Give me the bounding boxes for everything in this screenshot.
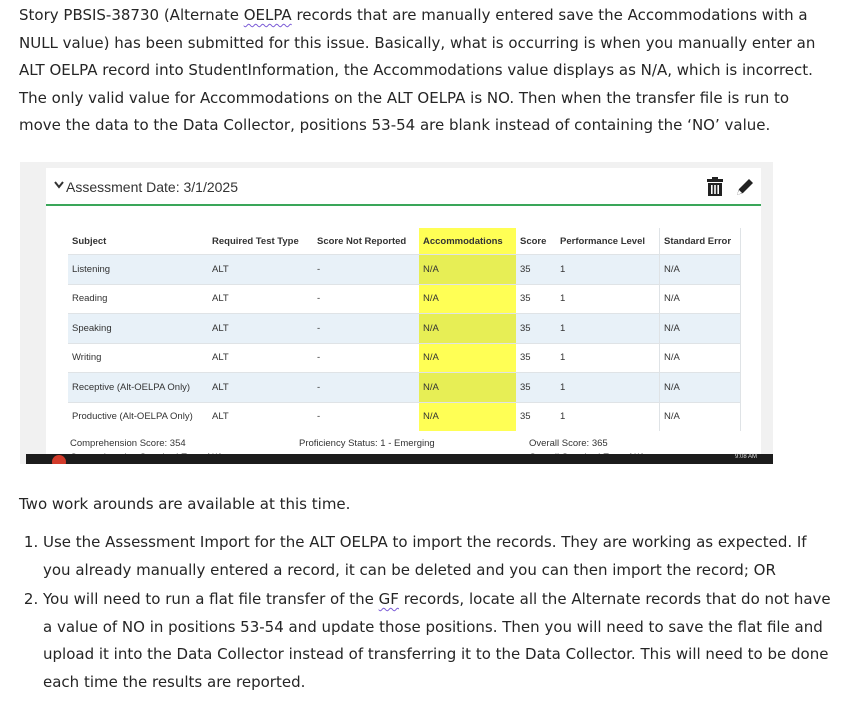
cell-accommodations: N/A [419, 314, 516, 344]
col-score-not-reported: Score Not Reported [317, 235, 407, 247]
cell-performance-level: 1 [556, 343, 660, 373]
comprehension-score: Comprehension Score: 354 [70, 438, 186, 449]
cell-accommodations: N/A [419, 343, 516, 373]
intro-line-4: The only valid value for Accommodations on the ALT OELPA is NO. Then when the transfer file is run to [19, 88, 790, 107]
pencil-icon[interactable] [734, 176, 756, 203]
cell-performance-level: 1 [556, 402, 660, 431]
app-icon [52, 455, 66, 464]
intro-line-5: move the data to the Data Collector, positions 53-54 are blank instead of containing the ‘NO’ value. [19, 116, 771, 134]
cell-performance-level: 1 [556, 284, 660, 314]
overall-score: Overall Score: 365 [529, 438, 608, 449]
cell-accommodations: N/A [419, 255, 516, 285]
cell-score: 35 [516, 343, 556, 373]
cell-score: 35 [516, 402, 556, 431]
table-header-row [68, 228, 741, 255]
cell-accommodations: N/A [419, 284, 516, 314]
taskbar-clock: 9:08 AM [734, 454, 757, 460]
step-2-text: records, locate all the Alternate records that do not have a value of NO in positions 53-54 and update those positions. Then you will need to save the flat file and upload it into the Data Collector instead of transferring it to the Data Collector. This will need to be done each time the results are reported. [43, 590, 831, 691]
table-row [68, 373, 741, 403]
step-2-text: You will need to run a flat file transfer of the [43, 590, 379, 608]
col-accommodations: Accommodations [419, 228, 516, 255]
cell-standard-error: N/A [660, 373, 741, 403]
table-row [68, 284, 741, 314]
cell-subject: Productive (Alt-OELPA Only) [68, 402, 208, 431]
cell-score-not-reported: - [313, 255, 419, 285]
assessment-header [46, 168, 761, 206]
step-1-text: Use the Assessment Import for the ALT OELPA to import the records. They are working as expected. If you already manually entered a record, it can be deleted and you can then import the record; OR [43, 533, 807, 579]
embedded-screenshot [20, 162, 773, 464]
cell-score: 35 [516, 314, 556, 344]
trash-icon[interactable] [706, 177, 724, 202]
cell-performance-level: 1 [556, 255, 660, 285]
cell-test-type: ALT [208, 373, 313, 403]
cell-score: 35 [516, 373, 556, 403]
cell-standard-error: N/A [660, 314, 741, 344]
spellcheck-word: GF [378, 590, 399, 608]
table-row [68, 343, 741, 373]
cell-score-not-reported: - [313, 314, 419, 344]
cell-score-not-reported: - [313, 373, 419, 403]
assessment-card [46, 168, 761, 464]
col-subject: Subject [72, 235, 107, 247]
assessment-date-title: Assessment Date: 3/1/2025 [66, 179, 238, 195]
table-row [68, 255, 741, 285]
cell-standard-error: N/A [660, 343, 741, 373]
proficiency-status: Proficiency Status: 1 - Emerging [299, 438, 435, 449]
cell-subject: Receptive (Alt-OELPA Only) [68, 373, 208, 403]
col-standard-error: Standard Error [660, 228, 741, 255]
cell-standard-error: N/A [660, 402, 741, 431]
intro-line-2: NULL value) has been submitted for this issue. Basically, what is occurring is when you manually enter an [19, 33, 816, 52]
cell-subject: Listening [68, 255, 208, 285]
cell-accommodations: N/A [419, 373, 516, 403]
cell-accommodations: N/A [419, 402, 516, 431]
table-row [68, 314, 741, 344]
intro-paragraph [19, 2, 819, 140]
cell-subject: Writing [68, 343, 208, 373]
list-item [43, 586, 833, 696]
intro-text: Story PBSIS-38730 (Alternate [19, 6, 244, 24]
workaround-intro: Two work arounds are available at this time. [19, 495, 351, 513]
cell-score-not-reported: - [313, 284, 419, 314]
col-required-test-type: Required Test Type [212, 235, 299, 247]
cell-score-not-reported: - [313, 402, 419, 431]
cell-performance-level: 1 [556, 314, 660, 344]
cell-score-not-reported: - [313, 343, 419, 373]
cell-score: 35 [516, 284, 556, 314]
cell-test-type: ALT [208, 343, 313, 373]
cell-subject: Speaking [68, 314, 208, 344]
cell-performance-level: 1 [556, 373, 660, 403]
cell-test-type: ALT [208, 314, 313, 344]
col-performance-level: Performance Level [560, 235, 646, 247]
cell-test-type: ALT [208, 255, 313, 285]
cell-test-type: ALT [208, 402, 313, 431]
col-score: Score [520, 235, 547, 247]
workaround-list [19, 529, 833, 698]
list-item [43, 529, 833, 584]
chevron-down-icon[interactable] [54, 178, 64, 192]
cell-standard-error: N/A [660, 284, 741, 314]
cell-test-type: ALT [208, 284, 313, 314]
cell-score: 35 [516, 255, 556, 285]
intro-line-3: ALT OELPA record into StudentInformation, the Accommodations value displays as N/A, which is incorrect. [19, 61, 813, 79]
intro-text: records that are manually entered save the Accommodations with a [291, 6, 808, 24]
scores-table [68, 228, 741, 431]
taskbar [26, 454, 773, 464]
table-row [68, 402, 741, 431]
spellcheck-word: OELPA [243, 6, 292, 24]
intro-line-1 [19, 2, 819, 30]
cell-standard-error: N/A [660, 255, 741, 285]
cell-subject: Reading [68, 284, 208, 314]
